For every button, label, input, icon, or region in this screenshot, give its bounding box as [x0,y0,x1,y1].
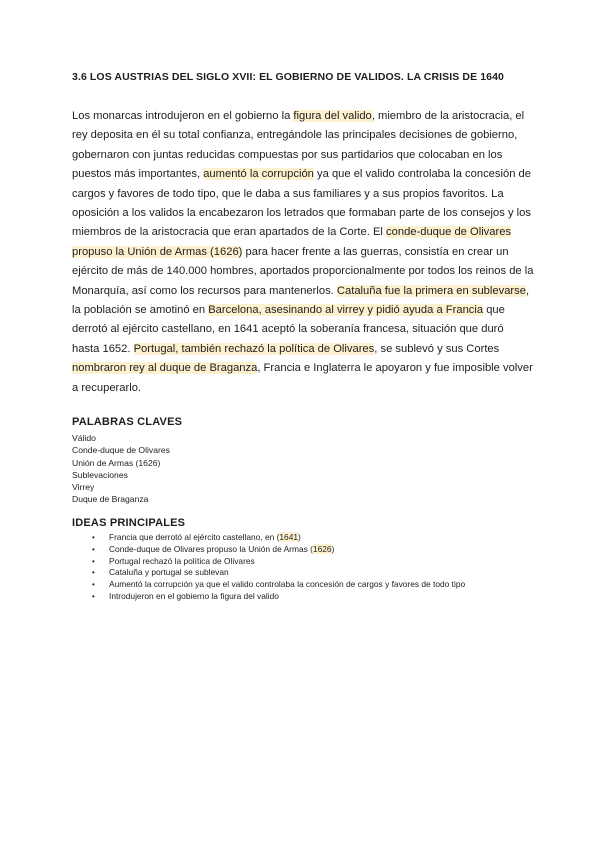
text-segment: Los monarcas introdujeron en el gobierno la [72,110,294,122]
idea-text: Introdujeron en el gobierno la figura del valido [109,590,279,601]
bullet-icon: • [92,591,95,601]
keyword-item: Conde-duque de Olivares [72,445,170,456]
idea-text: Portugal rechazó la política de Olivares [109,555,255,566]
idea-item [92,544,465,556]
highlight-corrupcion: aumentó la corrupción [203,168,314,181]
idea-item [92,532,465,544]
keyword-item: Válido [72,433,96,443]
highlight-braganza: nombraron rey al duque de Braganza [72,362,258,375]
idea-item [92,591,465,603]
page-title: 3.6 LOS AUSTRIAS DEL SIGLO XVII: EL GOBIERNO DE VALIDOS. LA CRISIS DE 1640 [72,71,504,83]
text-segment: , miembro de la aristocracia, el rey deposita en él su total confianza, entregándole las principales decisiones de gobierno, gobernaron con juntas reducidas compuestas por sus partidarios que colocaban en los puestos más importantes, [72,110,525,181]
ideas-heading: IDEAS PRINCIPALES [72,517,186,529]
keyword-item: Unión de Armas (1626) [72,457,161,468]
bullet-icon: • [92,568,95,578]
idea-text: Conde-duque de Olivares propuso la Unión de Armas ( [109,543,313,554]
idea-text: Francia que derrotó al ejército castellano, en ( [109,532,280,542]
idea-text: Cataluña y portugal se sublevan [109,567,229,578]
bullet-icon: • [92,556,95,566]
idea-text: Aumentó la corrupción ya que el valido controlaba la concesión de cargos y favores de todo tipo [109,579,466,590]
keywords-heading: PALABRAS CLAVES [72,416,183,428]
idea-item [92,579,465,591]
idea-highlight: 1626 [312,543,332,554]
bullet-icon: • [92,544,95,554]
keywords-list [72,432,170,506]
text-segment: ya que el valido controlaba la concesión de cargos y favores de todo tipo, que le daba a sus familiares y a sus propios favoritos. La oposición a los validos la encabezaron los letrados que formaban parte de los consejos y los miembros de la aristocracia que eran apartados de la Corte. El [72,168,531,239]
text-segment: , la población se amotinó en [72,284,530,317]
text-segment: que derrotó al ejército castellano, en 1641 aceptó la soberanía francesa, situación que duró hasta 1652. [72,304,505,355]
highlight-figura-valido: figura del valido [293,110,372,122]
idea-text-end: ) [331,543,335,554]
highlight-portugal: Portugal, también rechazó la política de Olivares [133,342,375,355]
bullet-icon: • [92,580,95,590]
main-paragraph [72,107,534,398]
idea-item [92,556,465,568]
idea-item [92,567,465,579]
idea-highlight: 1641 [279,532,299,542]
highlight-union-armas: conde-duque de Olivares propuso la Unión de Armas (1626) [72,226,512,258]
text-segment: , Francia e Inglaterra le apoyaron y fue imposible volver a recuperarlo. [72,362,533,394]
text-segment: para hacer frente a las guerras, consistía en crear un ejército de más de 140.000 hombres, aportados proporcionalmente por todos los reinos de la Monarquía, así como los recursos para mantenerlos. [72,245,534,297]
keyword-item: Sublevaciones [72,469,128,480]
highlight-barcelona: Barcelona, asesinando al virrey y pidió ayuda a Francia [208,304,484,317]
highlight-cataluna: Cataluña fue la primera en sublevarse [336,284,526,297]
idea-text-end: ) [298,532,301,542]
keyword-item: Duque de Braganza [72,494,149,505]
text-segment: , se sublevó y sus Cortes [374,342,500,355]
ideas-list [92,532,465,603]
keyword-item: Virrey [72,482,95,493]
bullet-icon: • [92,533,95,542]
